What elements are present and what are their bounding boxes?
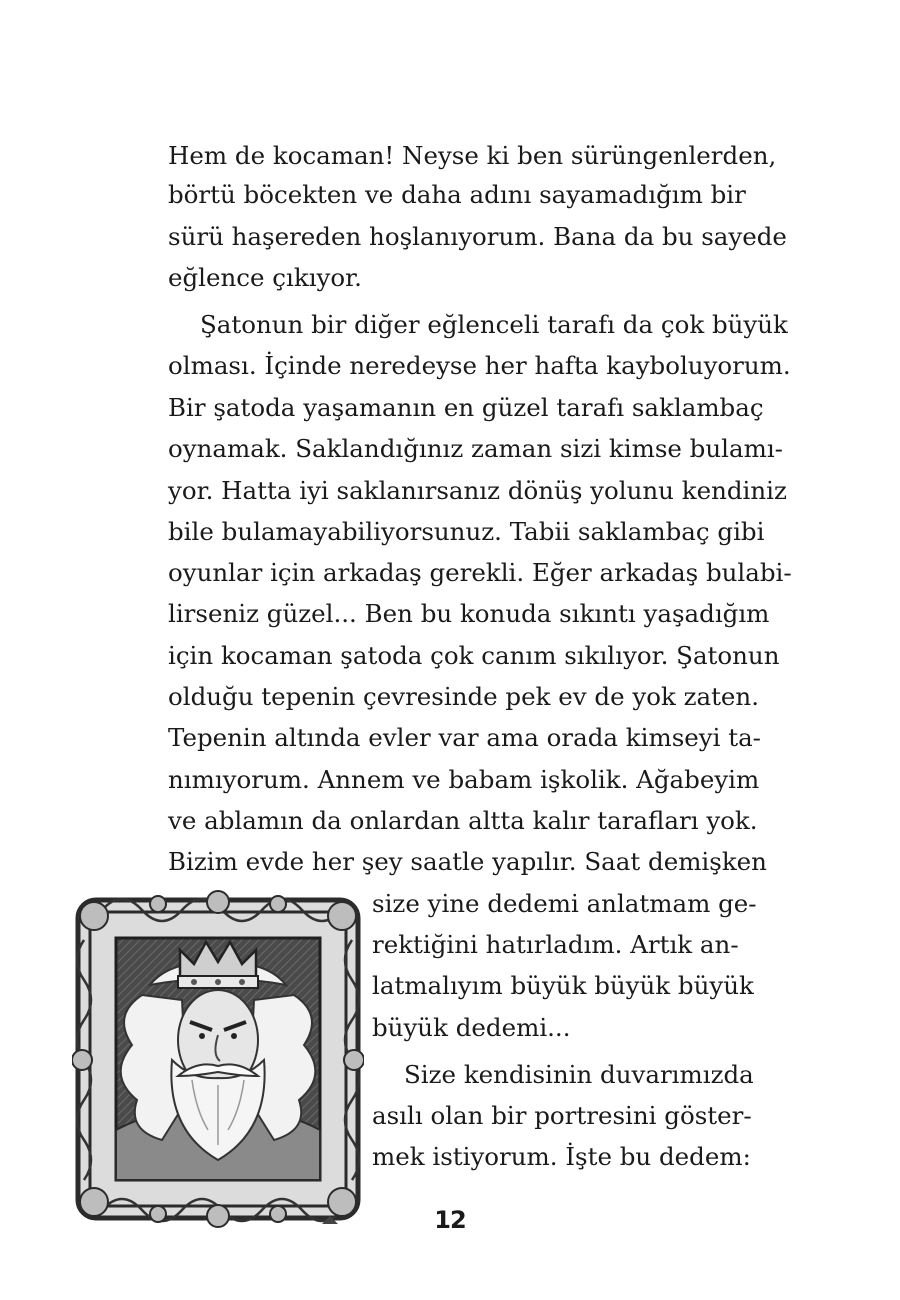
text-line: büyük dedemi... (372, 1013, 571, 1042)
text-line: nımıyorum. Annem ve babam işkolik. Ağabeyim (168, 765, 760, 794)
text-line: rektiğini hatırladım. Artık an- (372, 930, 739, 959)
text-line: size yine dedemi anlatmam ge- (372, 889, 757, 918)
text-line: Size kendisinin duvarımızda (404, 1060, 754, 1089)
text-line: asılı olan bir portresini göster- (372, 1101, 752, 1130)
text-line: börtü böcekten ve daha adını sayamadığım bir (168, 180, 746, 209)
text-line: Tepenin altında evler var ama orada kimseyi ta- (168, 723, 761, 752)
text-line: Bir şatoda yaşamanın en güzel tarafı saklambaç (168, 393, 764, 422)
text-line: yor. Hatta iyi saklanırsanız dönüş yolunu kendiniz (168, 476, 787, 505)
text-line: eğlence çıkıyor. (168, 263, 362, 292)
text-line: latmalıyım büyük büyük büyük (372, 971, 754, 1000)
text-line: bile bulamayabiliyorsunuz. Tabii saklambaç gibi (168, 517, 765, 546)
text-line: sürü haşereden hoşlanıyorum. Bana da bu sayede (168, 222, 787, 251)
text-line: mek istiyorum. İşte bu dedem: (372, 1142, 751, 1171)
text-line: lirseniz güzel... Ben bu konuda sıkıntı yaşadığım (168, 599, 770, 628)
text-line: oynamak. Saklandığınız zaman sizi kimse bulamı- (168, 434, 783, 463)
text-line: olduğu tepenin çevresinde pek ev de yok zaten. (168, 682, 760, 711)
text-line: Hem de kocaman! Neyse ki ben sürüngenlerden, (168, 141, 777, 170)
text-line: olması. İçinde neredeyse her hafta kayboluyorum. (168, 351, 791, 380)
text-line: Bizim evde her şey saatle yapılır. Saat demişken (168, 847, 767, 876)
text-line: oyunlar için arkadaş gerekli. Eğer arkadaş bulabi- (168, 558, 792, 587)
text-line: Şatonun bir diğer eğlenceli tarafı da çok büyük (200, 310, 788, 339)
text-line: için kocaman şatoda çok canım sıkılıyor. Şatonun (168, 641, 780, 670)
text-line: ve ablamın da onlardan altta kalır tarafları yok. (168, 806, 758, 835)
page-number: 12 (434, 1206, 466, 1234)
portrait-crowned-king-icon (72, 880, 364, 1232)
